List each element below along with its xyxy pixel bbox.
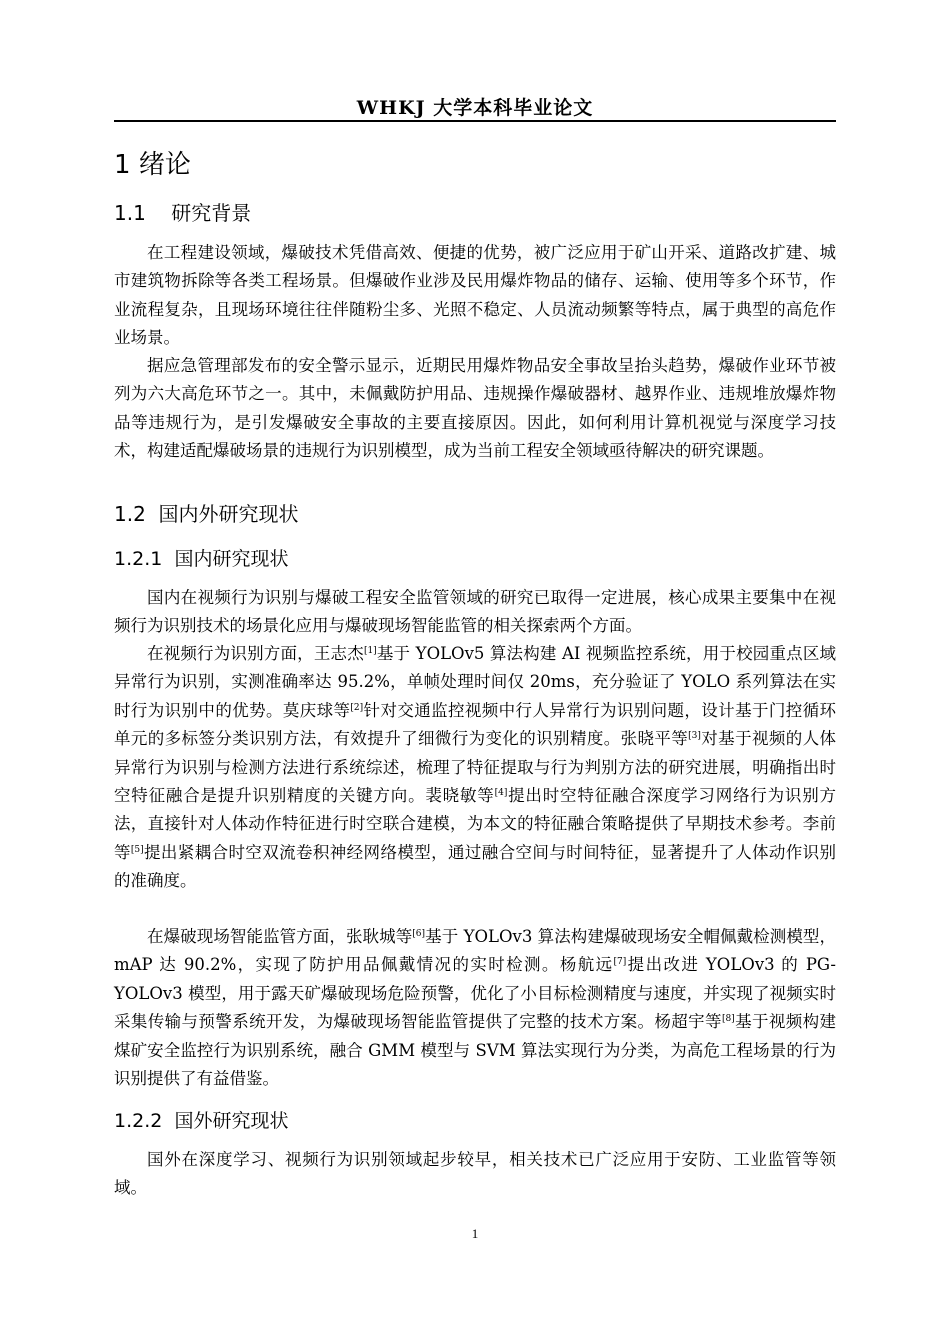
paragraph: 据应急管理部发布的安全警示显示，近期民用爆炸物品安全事故呈抬头趋势，爆破作业环节被列为六大高危环节之一。其中，未佩戴防护用品、违规操作爆破器材、越界作业、违规堆放爆炸物品等违规行为，是引发爆破安全事故的主要直接原因。因此，如何利用计算机视觉与深度学习技术，构建适配爆破场景的违规行为识别模型，成为当前工程安全领域亟待解决的研究课题。	[114, 356, 836, 461]
subsection-title: 国外研究现状	[174, 1110, 289, 1132]
section-number: 1.1	[114, 201, 146, 225]
paragraph: 在工程建设领域，爆破技术凭借高效、便捷的优势，被广泛应用于矿山开采、道路改扩建、城市建筑物拆除等各类工程场景。但爆破作业涉及民用爆炸物品的储存、运输、使用等多个环节，作业流程复杂，且现场环境往往伴随粉尘多、光照不稳定、人员流动频繁等特点，属于典型的高危作业场景。	[114, 243, 836, 348]
citation: [1]	[363, 646, 377, 656]
citation: [3]	[688, 731, 701, 742]
paragraph-with-citations: 在视频行为识别方面，王志杰[1]基于 YOLOv5 算法构建 AI 视频监控系统，用于校园重点区域异常行为识别，实测准确率达 95.2%，单帧处理时间仅 20ms，充分验证了 YOLO 系列算法在实时行为识别中的优势。莫庆球等[2]针对交通监控视频中行人异常行为识别问题，设计基于门控循环单元的多标签分类识别方法，有效提升了细微行为变化的识别精度。张晓平等[3]对基于视频的人体异常行为识别与检测方法进行系统综述，梳理了特征提取与行为判别方法的研究进展，明确指出时空特征融合是提升识别精度的关键方向。裴晓敏等[4]提出时空特征融合深度学习网络行为识别方法，直接针对人体动作特征进行时空联合建模，为本文的特征融合策略提供了早期技术参考。李前等[5]提出紧耦合时空双流卷积神经网络模型，通过融合空间与时间特征，显著提升了人体动作识别的准确度。	[114, 644, 837, 891]
paragraph-with-citations: 在爆破现场智能监管方面，张耿城等[6]基于 YOLOv3 算法构建爆破现场安全帽佩戴检测模型，mAP 达 90.2%，实现了防护用品佩戴情况的实时检测。杨航远[7]提出改进 YOLOv3 的 PG-YOLOv3 模型，用于露天矿爆破现场危险预警，优化了小目标检测精度与速度，并实现了视频实时采集传输与预警系统开发，为爆破现场智能监管提供了完整的技术方案。杨超宇等[8]基于视频构建煤矿安全监控行为识别系统，融合 GMM 模型与 SVM 算法实现行为分类，为高危工程场景的行为识别提供了有益借鉴。	[114, 927, 837, 1089]
section-number: 1.2	[114, 502, 146, 526]
header-rule	[114, 120, 836, 122]
page-number: 1	[471, 1226, 479, 1241]
section-heading-1-1	[114, 197, 251, 226]
subsection-number: 1.2.2	[114, 1110, 163, 1132]
section-heading-1-2	[114, 498, 299, 527]
running-header: WHKJ 大学本科毕业论文	[356, 97, 594, 119]
citation: [4]	[494, 788, 508, 799]
chapter-heading	[114, 144, 191, 181]
chapter-title: 绪论	[138, 150, 191, 180]
chapter-number: 1	[114, 150, 131, 180]
subsection-heading-1-2-1	[114, 544, 288, 571]
paragraph: 国内在视频行为识别与爆破工程安全监管领域的研究已取得一定进展，核心成果主要集中在视频行为识别技术的场景化应用与爆破现场智能监管的相关探索两个方面。	[114, 588, 836, 636]
section-title: 国内外研究现状	[158, 502, 299, 526]
section-title: 研究背景	[171, 201, 252, 225]
citation: [6]	[412, 929, 426, 939]
citation: [2]	[350, 702, 364, 713]
subsection-heading-1-2-2	[114, 1106, 288, 1133]
paragraph: 国外在深度学习、视频行为识别领域起步较早，相关技术已广泛应用于安防、工业监管等领域。	[114, 1150, 836, 1198]
citation: [8]	[721, 1014, 735, 1025]
citation: [7]	[613, 957, 627, 968]
citation: [5]	[130, 844, 144, 855]
subsection-title: 国内研究现状	[174, 548, 289, 570]
subsection-number: 1.2.1	[114, 548, 163, 570]
